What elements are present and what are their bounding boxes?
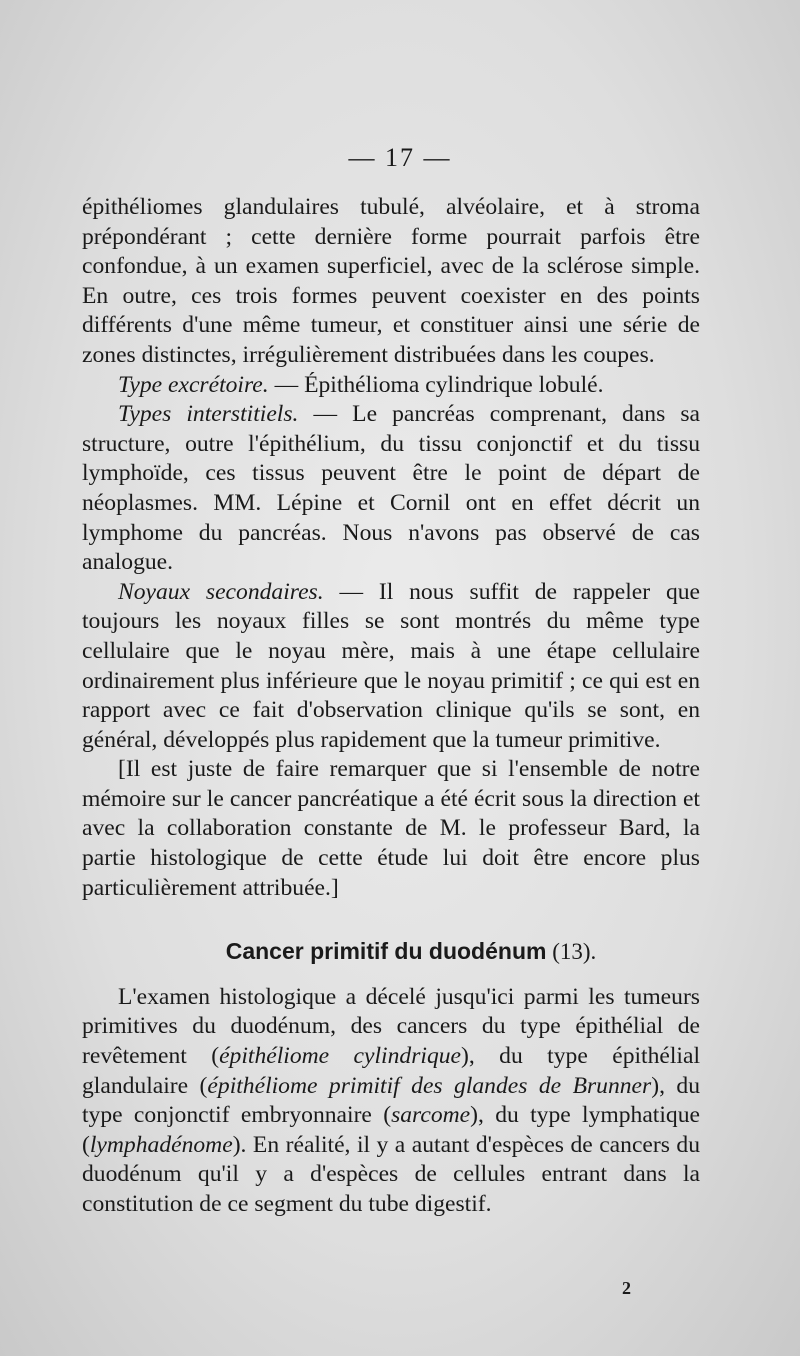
paragraph-duodenum: [82, 983, 700, 1220]
paragraph-type-excretoire: [82, 371, 700, 401]
italic-term: épithéliome cylindrique: [219, 1043, 462, 1070]
section-heading: [82, 937, 700, 967]
paragraph-types-interstitiels: [82, 400, 700, 578]
paragraph-text: L'examen histologique a décelé jusqu'ici parmi les tumeurs primitives du duodénum, des cancers du type épithélial de revêtement (: [82, 983, 700, 1070]
paragraph-text: — Le pancréas comprenant, dans sa structure, outre l'épithélium, du tissu conjonctif et du tissu lymphoïde, ces tissus peuvent être le point de départ de néoplasmes. MM. Lépine et Cornil ont en effet décrit un lymphome du pancréas. Nous n'avons pas observé de cas analogue.: [82, 401, 700, 576]
signature-mark: 2: [622, 1278, 631, 1298]
paragraph-text: — Épithélioma cylindrique lobulé.: [268, 371, 604, 398]
section-title: Cancer primitif du duodénum: [225, 938, 547, 965]
paragraph-epitheliomes: [82, 193, 700, 371]
paragraph-text: ), du type épithélial glandulaire (: [82, 1043, 701, 1099]
paragraph-bracketed-note: [82, 755, 700, 903]
paragraph-text: — Il nous suffit de rappeler que toujours les noyaux filles se sont montrés du même type cellulaire que le noyau mère, mais à une étape cellulaire ordinairement plus inférieure que le noyau primitif ; ce qui est en rapport avec ce fait d'observation clinique qu'ils se sont, en général, développés plus rapidement que la tumeur primitive.: [82, 578, 701, 753]
paragraph-text: ), du type conjonctif embryonnaire (: [82, 1072, 701, 1129]
paragraph-lead: Types interstitiels.: [118, 401, 299, 428]
section-reference: (13).: [546, 939, 597, 965]
body-text: [82, 193, 700, 1220]
paragraph-text: [Il est juste de faire remarquer que si l'ensemble de notre mémoire sur le cancer pancréatique a été écrit sous la direction et avec la collaboration constante de M. le professeur Bard, la partie histologique de cette étude lui doit être encore plus particulièrement attribuée.]: [82, 756, 700, 901]
italic-term: épithéliome primitif des glandes de Brunner: [207, 1072, 652, 1099]
paragraph-lead: Noyaux secondaires.: [118, 578, 324, 605]
paragraph-text: ). En réalité, il y a autant d'espèces de cancers du duodénum qu'il y a d'espèces de cellules entrant dans la constitution de ce segment du tube digestif.: [82, 1131, 700, 1217]
italic-term: lymphadénome: [89, 1131, 233, 1158]
paragraph-text: épithéliomes glandulaires tubulé, alvéolaire, et à stroma prépondérant ; cette dernière forme pourrait parfois être confondue, à un examen superficiel, avec de la sclérose simple. En outre, ces trois formes peuvent coexister en des points différents d'une même tumeur, et constituer ainsi une série de zones distinctes, irrégulièrement distribuées dans les coupes.: [82, 194, 700, 368]
paragraph-text: ), du type lymphatique (: [82, 1102, 700, 1158]
paragraph-lead: Type excrétoire.: [118, 371, 269, 398]
italic-term: sarcome: [391, 1102, 471, 1129]
page-number: — 17 —: [348, 143, 452, 172]
paragraph-noyaux-secondaires: [82, 578, 700, 756]
